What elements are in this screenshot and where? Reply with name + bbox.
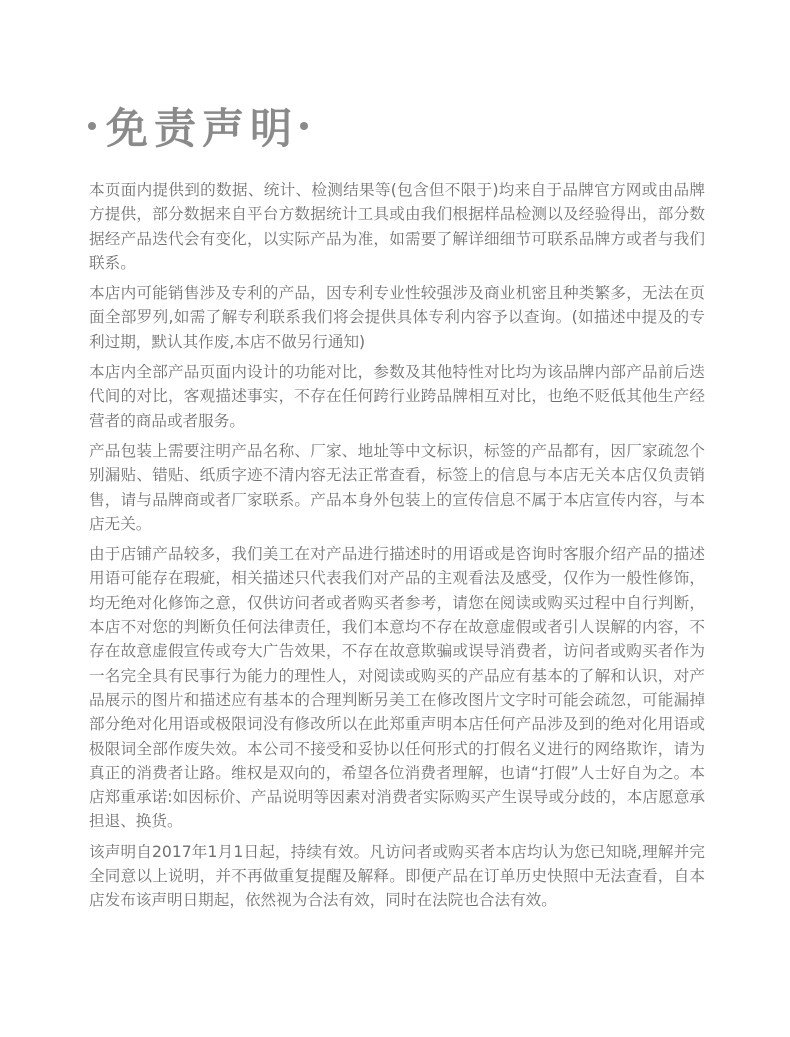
page-title	[88, 96, 308, 156]
paragraph-data-source: 本页面内提供到的数据、统计、检测结果等(包含但不限于)均来自于品牌官方网或由品牌方提供，部分数据来自平台方数据统计工具或由我们根据样品检测以及经验得出，部分数据经产品迭代会有变化，以实际产品为准，如需要了解详细细节可联系品牌方或者与我们联系。	[89, 181, 705, 272]
page-title-text: 免责声明	[106, 104, 299, 153]
paragraph-comparison: 本店内全部产品页面内设计的功能对比，参数及其他特性对比均为该品牌内部产品前后迭代间的对比，客观描述事实，不存在任何跨行业跨品牌相互对比，也绝不贬低其他生产经营者的商品或者服务。	[89, 363, 705, 430]
disclaimer-body	[89, 178, 705, 919]
paragraph-wording: 由于店铺产品较多，我们美工在对产品进行描述时的用语或是咨询时客服介绍产品的描述用语可能存在瑕疵，相关描述只代表我们对产品的主观看法及感受，仅作为一般性修饰，均无绝对化修饰之意，仅供访问者或者购买者参考，请您在阅读或购买过程中自行判断，本店不对您的判断负任何法律责任，我们本意均不存在故意虚假或者引人误解的内容，不存在故意虚假宣传或夸大广告效果，不存在故意欺骗或误导消费者，访问者或购买者作为一名完全具有民事行为能力的理性人，对阅读或购买的产品应有基本的了解和认识，对产品展示的图片和描述应有基本的合理判断另美工在修改图片文字时可能会疏忽，可能漏掉部分绝对化用语或极限词没有修改所以在此郑重声明本店任何产品涉及到的绝对化用语或极限词全部作废失效。本公司不接受和妥协以任何形式的打假名义进行的网络欺诈，请为真正的消费者让路。维权是双向的，希望各位消费者理解，也请“打假”人士好自为之。本店郑重承诺:如因标价、产品说明等因素对消费者实际购买产生误导或分歧的，本店愿意承担退、换货。	[89, 545, 705, 831]
right-dot-icon	[300, 122, 308, 130]
left-dot-icon	[88, 122, 96, 130]
paragraph-patent: 本店内可能销售涉及专利的产品，因专利专业性较强涉及商业机密且种类繁多，无法在页面全部罗列,如需了解专利联系我们将会提供具体专利内容予以查询。(如描述中提及的专利过期，默认其作废,本店不做另行通知)	[89, 284, 705, 351]
paragraph-packaging: 产品包装上需要注明产品名称、厂家、地址等中文标识，标签的产品都有，因厂家疏忽个别漏贴、错贴、纸质字迹不清内容无法正常查看，标签上的信息与本店无关本店仅负责销售，请与品牌商或者厂家联系。产品本身外包装上的宣传信息不属于本店宣传内容，与本店无关。	[89, 441, 705, 533]
paragraph-validity: 该声明自2017年1月1日起，持续有效。凡访问者或购买者本店均认为您已知晓,理解并完全同意以上说明，并不再做重复提醒及解释。即便产品在订单历史快照中无法查看，自本店发布该声明日期起，依然视为合法有效，同时在法院也合法有效。	[89, 842, 705, 910]
